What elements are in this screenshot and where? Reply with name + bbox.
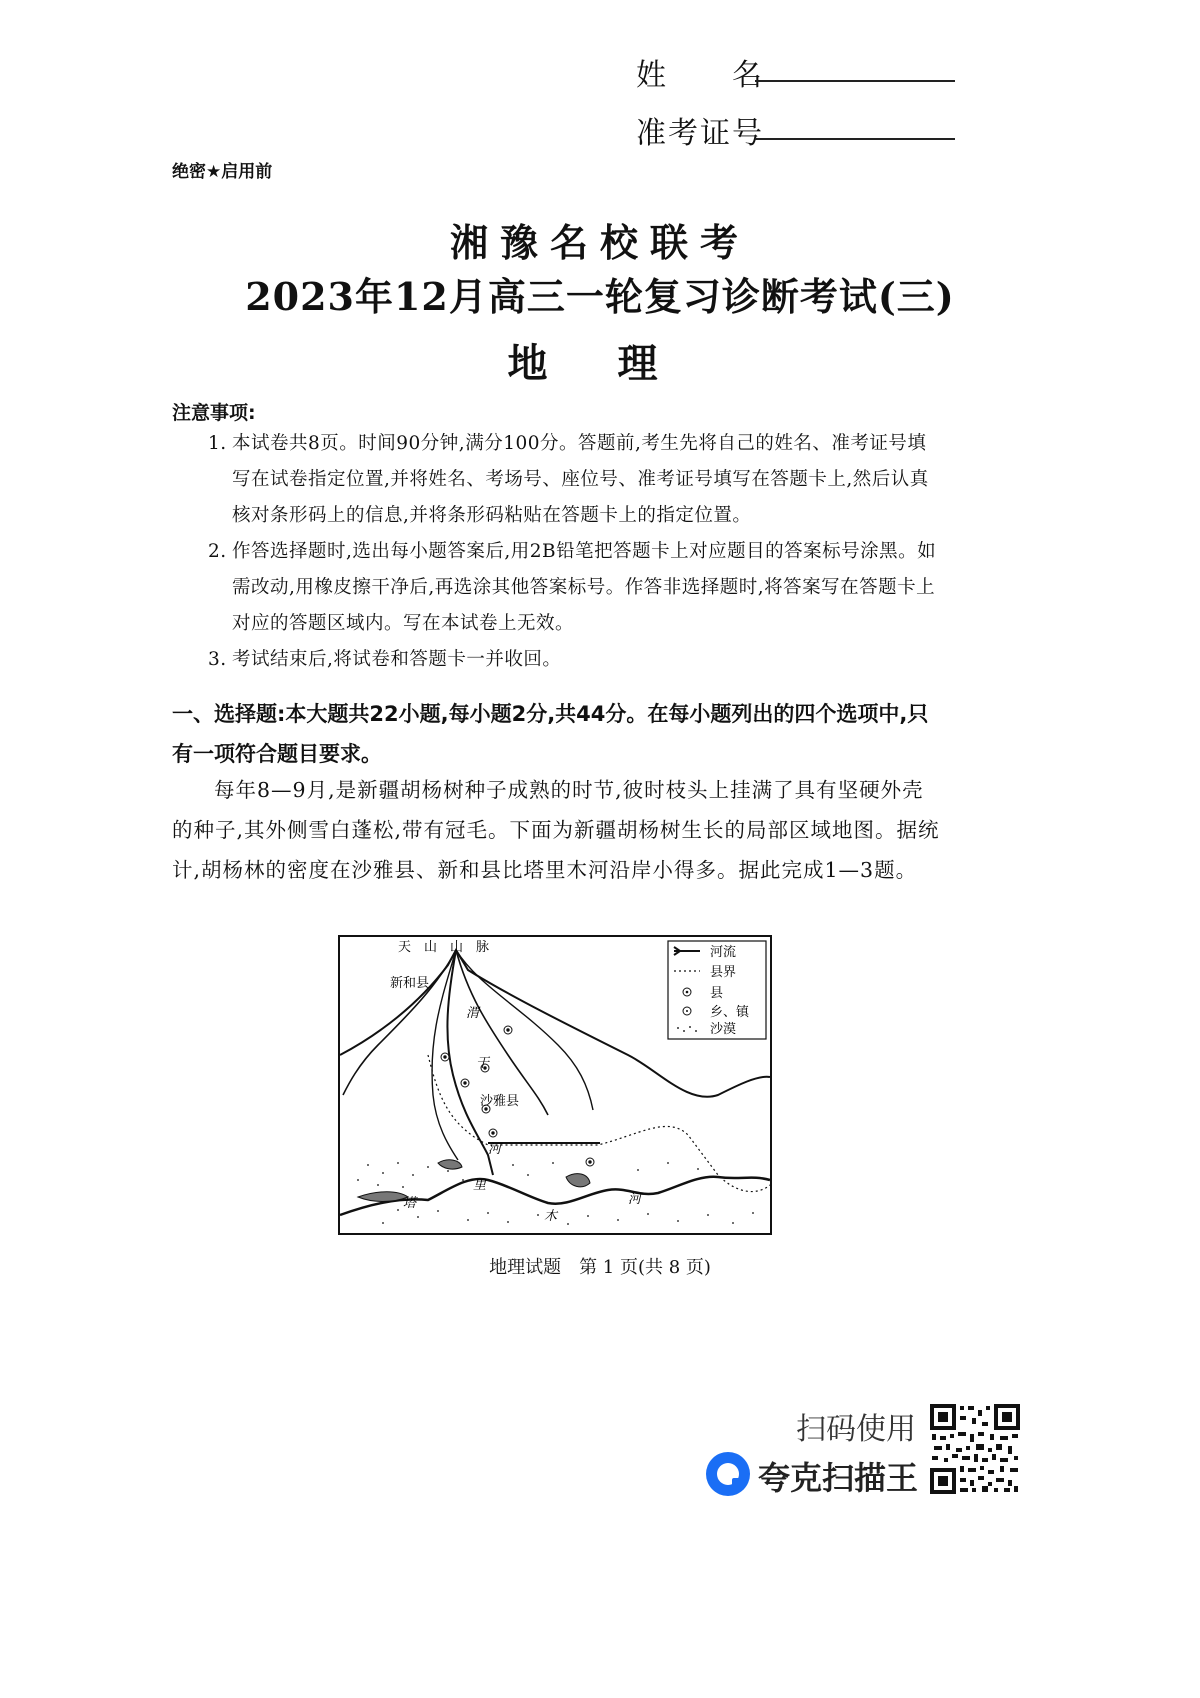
notice-list bbox=[208, 426, 938, 678]
map-figure bbox=[338, 935, 772, 1235]
map-svg bbox=[338, 935, 772, 1235]
map-xinhe-label: 新和县 bbox=[390, 976, 430, 991]
notice-item-text: 作答选择题时,选出每小题答案后,用2B铅笔把答题卡上对应题目的答案标号涂黑。如需改动,用橡皮擦干净后,再选涂其他答案标号。作答非选择题时,将答案写在答题卡上对应的答题区域内。写在本试卷上无效。 bbox=[232, 541, 937, 634]
legend-border-label: 县界 bbox=[710, 965, 737, 980]
map-river-char-2: 干 bbox=[476, 1056, 490, 1071]
notice-item bbox=[208, 426, 938, 534]
legend-town-label: 乡、镇 bbox=[710, 1005, 750, 1020]
map-tarim-char-1: 塔 bbox=[403, 1196, 417, 1211]
qr-code-icon[interactable] bbox=[930, 1404, 1020, 1494]
notice-item-number: 2. bbox=[208, 541, 227, 562]
notice-item-number: 1. bbox=[208, 433, 227, 454]
secret-label: 绝密★启用前 bbox=[172, 162, 273, 182]
exam-id-field-line bbox=[755, 138, 955, 140]
map-shaya-label: 沙雅县 bbox=[480, 1094, 520, 1109]
exam-id-label: 准考证号 bbox=[636, 116, 764, 151]
map-river-char-3: 河 bbox=[488, 1142, 502, 1157]
section-heading bbox=[172, 694, 940, 774]
name-label: 姓 名 bbox=[636, 58, 764, 93]
scan-to-use-label: 扫码使用 bbox=[796, 1412, 916, 1447]
page-footer: 地理试题 第 1 页(共 8 页) bbox=[489, 1257, 711, 1278]
notice-heading: 注意事项: bbox=[172, 402, 256, 424]
subject-title: 地理 bbox=[507, 341, 728, 387]
map-tarim-char-3: 木 bbox=[544, 1209, 558, 1224]
notice-item bbox=[208, 642, 938, 678]
map-tarim-char-4: 河 bbox=[628, 1192, 642, 1207]
question-stem: 每年8—9月,是新疆胡杨树种子成熟的时节,彼时枝头上挂满了具有坚硬外壳的种子,其外侧雪白蓬松,带有冠毛。下面为新疆胡杨树生长的局部区域地图。据统计,胡杨林的密度在沙雅县、新和县比塔里木河沿岸小得多。据此完成1—3题。 bbox=[172, 778, 940, 882]
section-heading-text: 一、选择题:本大题共22小题,每小题2分,共44分。在每小题列出的四个选项中,只有一项符合题目要求。 bbox=[172, 702, 929, 766]
legend-county-label: 县 bbox=[710, 986, 724, 1001]
name-field-line bbox=[755, 80, 955, 82]
notice-item-number: 3. bbox=[208, 649, 227, 670]
notice-item-text: 考试结束后,将试卷和答题卡一并收回。 bbox=[232, 649, 562, 670]
legend-desert-label: 沙漠 bbox=[710, 1022, 737, 1037]
map-river-char-1: 渭 bbox=[466, 1006, 480, 1021]
legend-river-label: 河流 bbox=[710, 945, 737, 960]
quark-logo-icon bbox=[706, 1452, 750, 1496]
exam-title-line2: 2023年12月高三一轮复习诊断考试(三) bbox=[245, 274, 955, 319]
exam-title-line1: 湘豫名校联考 bbox=[449, 221, 750, 265]
brand-name: 夸克扫描王 bbox=[758, 1459, 919, 1497]
notice-item-text: 本试卷共8页。时间90分钟,满分100分。答题前,考生先将自己的姓名、准考证号填写在试卷指定位置,并将姓名、考场号、座位号、准考证号填写在答题卡上,然后认真核对条形码上的信息,并将条形码粘贴在答题卡上的指定位置。 bbox=[232, 433, 929, 526]
map-mountain-label: 天 山 山 脉 bbox=[398, 940, 490, 955]
map-tarim-char-2: 里 bbox=[473, 1178, 487, 1193]
notice-item bbox=[208, 534, 938, 642]
